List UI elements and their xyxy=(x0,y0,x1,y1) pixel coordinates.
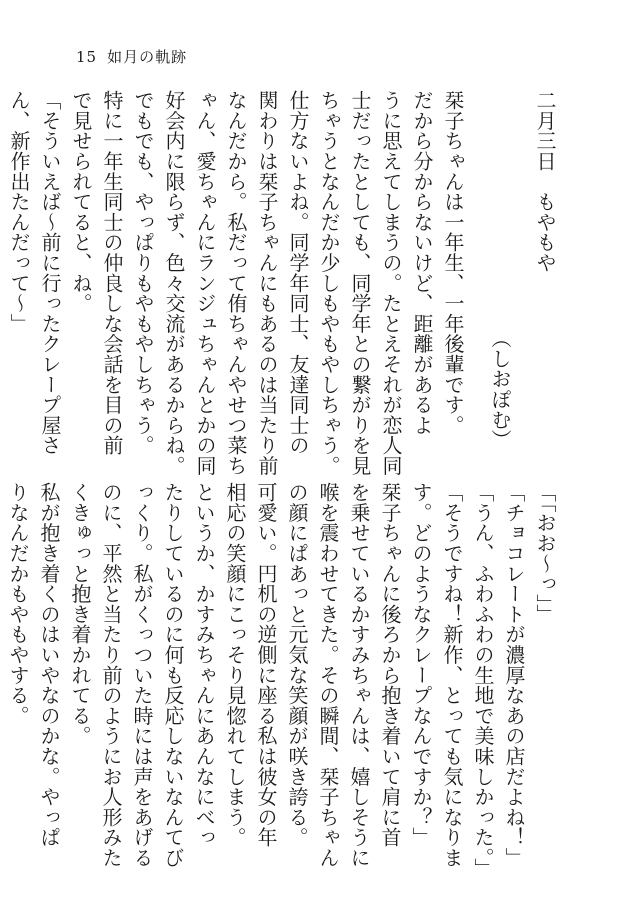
text-line: の顔にぱあっと元気な笑顔が咲き誇る。 xyxy=(285,482,309,848)
text-line: 私が抱き着くのはいやなのかな。やっぱ xyxy=(37,482,61,848)
text-line: 可愛い。円机の逆側に座る私は彼女の年 xyxy=(254,482,278,848)
text-line: 関わりは栞子ちゃんにもあるのは当たり前 xyxy=(255,90,279,476)
text-line: 「チョコレートが濃厚なあの店だよね！」 xyxy=(502,482,526,868)
text-line: たりしているのに何も反応しないなんてび xyxy=(161,482,185,868)
upper-text-block xyxy=(7,90,560,476)
text-line: 「うん、ふわふわの生地で美味しかった。」 xyxy=(471,482,495,878)
text-line: 好会内に限らず、色々交流があるからね。 xyxy=(162,90,186,476)
text-line: 仕方ないよね。同学年同士、友達同士の xyxy=(286,90,310,456)
text-line: 栞子ちゃんは一年生、一年後輩です。 xyxy=(441,90,465,436)
text-line: りなんだかもやもやする。 xyxy=(6,482,30,726)
page-number: 15 xyxy=(76,48,98,66)
text-line: うに思えてしまうの。たとえそれが恋人同 xyxy=(379,90,403,476)
text-line: 特に一年生同士の仲良しな会話を目の前 xyxy=(100,90,124,456)
text-line: 「「おお～っ」」 xyxy=(533,482,557,625)
text-line: 「そうですね！新作、とっても気になりま xyxy=(440,482,464,868)
text-line: のに、平然と当たり前のようにお人形みた xyxy=(99,482,123,868)
text-line: ん、新作出たんだって～」 xyxy=(7,90,31,334)
text-line: で見せられてると、ね。 xyxy=(69,90,93,314)
book-title: 如月の軌跡 xyxy=(107,48,188,66)
text-line: というか、かすみちゃんにあんなにべっ xyxy=(192,482,216,848)
text-line: だから分からないけど、距離があるよ xyxy=(410,90,434,436)
lower-text-block xyxy=(6,482,560,878)
text-line: 喉を震わせてきた。その瞬間、栞子ちゃん xyxy=(316,482,340,868)
text-line: なんだから。私だって侑ちゃんやせつ菜ち xyxy=(224,90,248,476)
section-title: 二月三日 もやもや xyxy=(533,90,557,273)
running-header xyxy=(76,46,187,67)
text-line: ゃん、愛ちゃんにランジュちゃんとかの同 xyxy=(193,90,217,476)
text-line: 「そういえば～前に行ったクレープ屋さ xyxy=(38,90,62,456)
text-line: す。どのようなクレープなんですか？」 xyxy=(409,482,433,848)
text-line: 相応の笑顔にこっそり見惚れてしまう。 xyxy=(223,482,247,848)
text-line: を乗せているかすみちゃんは、嬉しそうに xyxy=(347,482,371,868)
text-line: 士だったとしても、同学年との繋がりを見 xyxy=(348,90,372,476)
text-line: 栞子ちゃんに後ろから抱き着いて肩に首 xyxy=(378,482,402,848)
text-line: でもでも、やっぱりもやもやしちゃう。 xyxy=(131,90,155,456)
text-line: っくり。私がくっついた時には声をあげる xyxy=(130,482,154,868)
text-line: くきゅっと抱き着かれてる。 xyxy=(68,482,92,746)
text-line: ちゃうとなんだか少しもやもやしちゃう。 xyxy=(317,90,341,476)
section-author: （しおぽむ） xyxy=(488,328,512,450)
